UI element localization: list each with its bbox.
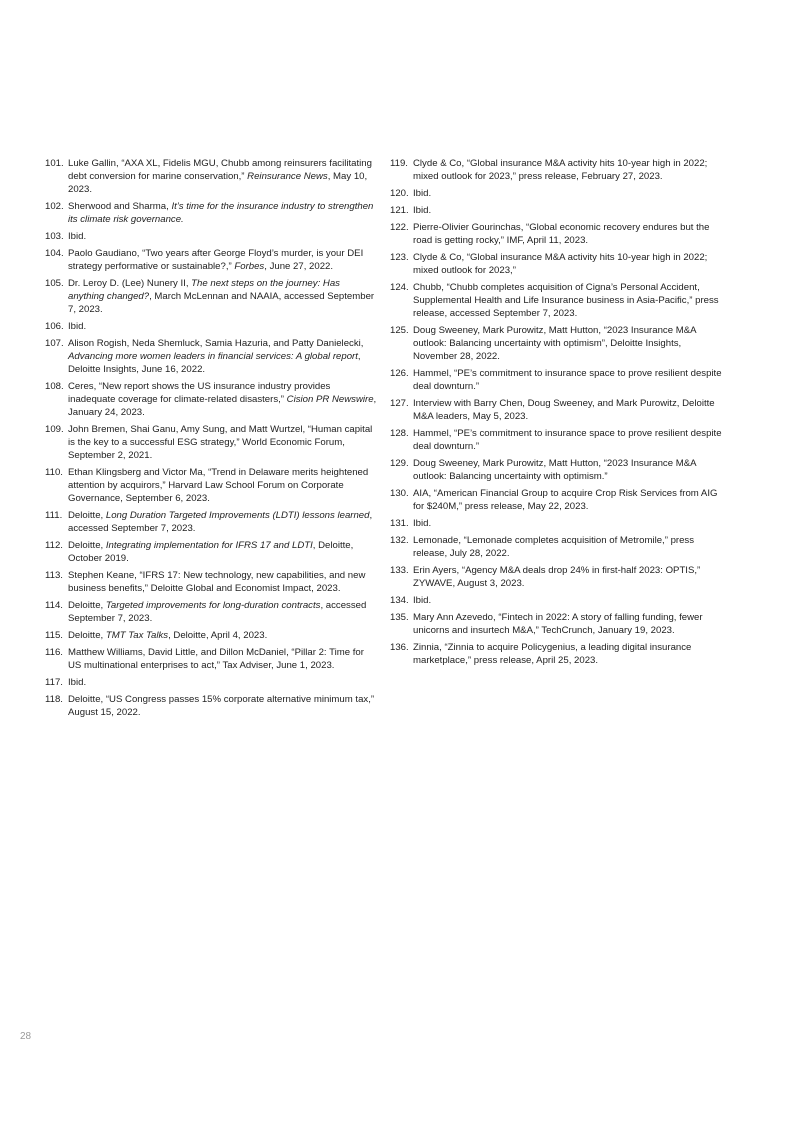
endnote-title-italic: Reinsurance News xyxy=(247,170,328,182)
endnote-text-run: , January 24, 2023. xyxy=(68,393,377,418)
endnote-number: 112. xyxy=(45,539,63,551)
endnote-text-run: , March McLennan and NAAIA, accessed September 7, 2023. xyxy=(68,290,375,315)
endnote-item xyxy=(45,510,378,536)
endnote-number: 132. xyxy=(390,535,409,547)
endnote-text-run: AIA, “American Financial Group to acquire Crop Risk Services from AIG for $240M,” press release, May 22, 2023. xyxy=(413,488,718,512)
endnote-text-run: , Deloitte Insights, June 16, 2022. xyxy=(68,350,361,375)
endnote-item xyxy=(45,278,378,317)
endnote-number: 107. xyxy=(45,338,64,349)
endnote-title-italic: Long Duration Targeted Improvements (LDTI) lessons learned xyxy=(105,509,370,521)
endnote-text-run: Doug Sweeney, Mark Purowitz, Matt Hutton, “2023 Insurance M&A outlook: Balancing uncertainty with optimism.” xyxy=(413,458,696,482)
endnote-text xyxy=(413,565,700,589)
endnote-text-run: Deloitte, xyxy=(68,629,106,641)
endnote-text-run: , Deloitte, October 2019. xyxy=(68,539,354,564)
endnote-text-run: Ethan Klingsberg and Victor Ma, “Trend in Delaware merits heightened attention by acquirors,” Harvard Law School Forum on Corporate Governance, September 6, 2023. xyxy=(68,466,369,504)
endnote-item xyxy=(45,381,378,420)
endnote-text-run: Ibid. xyxy=(413,518,432,529)
endnote-text xyxy=(68,424,372,461)
endnote-item xyxy=(45,248,378,274)
endnote-item xyxy=(390,535,724,561)
endnote-title-italic: The next steps on the journey: Has anything changed? xyxy=(68,278,340,302)
endnote-item xyxy=(390,612,724,638)
endnote-number: 110. xyxy=(45,466,63,478)
endnote-text-run: Erin Ayers, “Agency M&A deals drop 24% in first-half 2023: OPTIS,” ZYWAVE, August 3, 2023. xyxy=(413,565,701,589)
endnote-number: 134. xyxy=(390,595,409,607)
endnote-number: 122. xyxy=(390,222,409,234)
endnote-item xyxy=(390,282,724,321)
endnote-number: 108. xyxy=(45,380,64,392)
endnote-text-run: Ibid. xyxy=(68,230,87,242)
endnote-number: 128. xyxy=(390,428,409,439)
endnote-item xyxy=(390,642,724,668)
endnote-item xyxy=(45,231,378,244)
endnote-number: 105. xyxy=(45,278,64,289)
endnote-number: 135. xyxy=(390,612,409,624)
endnote-item xyxy=(45,338,378,377)
endnote-text xyxy=(413,518,431,529)
endnote-text xyxy=(68,677,86,688)
endnote-text-run: Doug Sweeney, Mark Purowitz, Matt Hutton, “2023 Insurance M&A outlook: Balancing uncertainty with optimism”, Deloitte Insights, November 28, 2022. xyxy=(413,325,696,362)
endnote-text-run: Stephen Keane, “IFRS 17: New technology, new capabilities, and new business benefits,” Deloitte Global and Economist Impact, 2023. xyxy=(68,569,366,594)
endnote-text-run: Hammel, “PE’s commitment to insurance space to prove resilient despite deal downturn.” xyxy=(413,368,722,392)
endnote-text-run: Deloitte, xyxy=(68,539,106,551)
endnote-number: 121. xyxy=(390,205,409,217)
endnote-title-italic: TMT Tax Talks xyxy=(105,629,169,641)
endnote-text-run: , Deloitte, April 4, 2023. xyxy=(168,629,268,641)
endnote-number: 125. xyxy=(390,325,409,337)
endnote-item xyxy=(45,600,378,626)
endnote-text-run: Deloitte, “US Congress passes 15% corporate alternative minimum tax,” August 15, 2022. xyxy=(68,693,375,718)
endnote-number: 102. xyxy=(45,200,64,212)
endnote-text xyxy=(413,368,722,392)
endnote-item xyxy=(390,595,724,608)
endnote-item xyxy=(45,647,378,673)
endnote-item xyxy=(45,694,378,720)
endnote-text xyxy=(413,205,431,216)
endnote-text-run: Sherwood and Sharma, xyxy=(68,200,172,212)
endnote-item xyxy=(45,630,378,643)
endnote-number: 119. xyxy=(390,158,408,169)
endnotes-right-column xyxy=(390,158,724,672)
endnote-item xyxy=(390,518,724,531)
endnote-text xyxy=(413,612,703,636)
endnote-number: 104. xyxy=(45,248,64,259)
endnote-number: 129. xyxy=(390,458,409,469)
endnote-text-run: Ibid. xyxy=(413,595,432,607)
endnote-text xyxy=(413,458,696,482)
endnote-number: 109. xyxy=(45,423,64,435)
endnote-text xyxy=(68,570,365,594)
endnote-text xyxy=(413,595,431,606)
endnote-text xyxy=(68,467,368,504)
endnote-text xyxy=(413,428,722,452)
endnote-number: 120. xyxy=(390,188,409,199)
endnote-title-italic: Forbes xyxy=(234,260,265,272)
endnote-text-run: Dr. Leroy D. (Lee) Nunery II, xyxy=(68,278,192,289)
endnote-item xyxy=(45,570,378,596)
endnote-text-run: Alison Rogish, Neda Shemluck, Samia Hazuria, and Patty Danielecki, xyxy=(68,338,364,349)
endnote-text xyxy=(68,694,374,718)
endnote-text-run: Deloitte, xyxy=(68,509,106,521)
endnote-number: 127. xyxy=(390,398,409,409)
endnote-text-run: Clyde & Co, “Global insurance M&A activity hits 10-year high in 2022; mixed outlook for 2023,” press release, February 27, 2023. xyxy=(413,158,708,182)
endnote-text-run: Paolo Gaudiano, “Two years after George Floyd’s murder, is your DEI strategy performative or sustainable?,” xyxy=(68,248,364,272)
endnote-text-run: , June 27, 2022. xyxy=(264,260,334,272)
endnote-number: 124. xyxy=(390,282,409,294)
endnote-title-italic: Advancing more women leaders in financial services: A global report xyxy=(68,350,358,362)
endnote-text xyxy=(413,222,709,246)
endnote-text-run: , accessed September 7, 2023. xyxy=(68,509,373,534)
endnote-text-run: Clyde & Co, “Global insurance M&A activity hits 10-year high in 2022; mixed outlook for 2023,” xyxy=(413,252,708,277)
endnote-text xyxy=(68,381,376,418)
endnote-text-run: Luke Gallin, “AXA XL, Fidelis MGU, Chubb among reinsurers facilitating debt conversion for marine conservation,” xyxy=(68,158,372,182)
endnote-number: 113. xyxy=(45,569,63,581)
endnote-number: 101. xyxy=(45,158,64,169)
endnote-text xyxy=(413,488,717,512)
endnote-text xyxy=(413,535,694,559)
endnote-item xyxy=(390,428,724,454)
endnote-item xyxy=(390,398,724,424)
endnote-text xyxy=(68,158,372,195)
endnote-number: 116. xyxy=(45,646,63,658)
endnote-text-run: Interview with Barry Chen, Doug Sweeney, and Mark Purowitz, Deloitte M&A leaders, May 5, 2023. xyxy=(413,398,715,422)
endnote-text xyxy=(68,278,374,315)
endnote-text xyxy=(68,231,86,242)
endnote-text xyxy=(413,158,707,182)
endnote-number: 136. xyxy=(390,642,409,654)
endnote-item xyxy=(390,368,724,394)
endnote-number: 115. xyxy=(45,629,63,641)
endnote-item xyxy=(45,677,378,690)
endnote-text-run: Ibid. xyxy=(68,676,87,688)
endnote-text xyxy=(68,321,86,332)
endnote-text-run: Zinnia, “Zinnia to acquire Policygenius, a leading digital insurance marketplace,” press release, April 25, 2023. xyxy=(413,642,692,667)
endnote-text xyxy=(413,282,719,319)
endnote-text xyxy=(413,642,691,666)
endnote-text xyxy=(413,188,431,199)
endnote-text-run: Ibid. xyxy=(413,188,432,199)
endnote-text xyxy=(413,398,715,422)
endnote-text-run: Deloitte, xyxy=(68,599,106,611)
endnote-text xyxy=(68,540,353,564)
endnote-number: 133. xyxy=(390,565,409,577)
endnote-item xyxy=(45,540,378,566)
endnote-text-run: Ibid. xyxy=(68,320,87,332)
endnote-number: 103. xyxy=(45,230,64,242)
endnote-number: 111. xyxy=(45,509,63,521)
endnote-item xyxy=(390,188,724,201)
endnote-item xyxy=(390,488,724,514)
endnote-text-run: Ceres, “New report shows the US insurance industry provides inadequate coverage for climate-related disasters,” xyxy=(68,380,331,405)
endnote-text xyxy=(68,630,267,641)
endnote-title-italic: Targeted improvements for long-duration contracts xyxy=(105,599,321,611)
endnote-number: 123. xyxy=(390,252,409,264)
endnote-item xyxy=(45,467,378,506)
endnote-text-run: John Bremen, Shai Ganu, Amy Sung, and Matt Wurtzel, “Human capital is the key to a successful ESG strategy,” World Economic Forum, September 2, 2021. xyxy=(68,423,373,461)
endnote-item xyxy=(390,252,724,278)
endnote-number: 131. xyxy=(390,518,409,529)
endnote-item xyxy=(390,205,724,218)
endnote-title-italic: Integrating implementation for IFRS 17 and LDTI xyxy=(105,539,313,551)
endnote-item xyxy=(390,565,724,591)
endnote-item xyxy=(45,321,378,334)
endnote-text xyxy=(68,201,373,225)
endnote-text-run: Ibid. xyxy=(413,205,432,217)
endnote-item xyxy=(45,424,378,463)
endnote-text-run: , May 10, 2023. xyxy=(68,170,368,195)
endnote-text-run: , accessed September 7, 2023. xyxy=(68,599,367,624)
endnote-text-run: Lemonade, “Lemonade completes acquisition of Metromile,” press release, July 28, 2022. xyxy=(413,535,695,559)
endnote-text xyxy=(68,338,363,375)
endnote-text-run: Mary Ann Azevedo, “Fintech in 2022: A story of falling funding, fewer unicorns and insurtech M&A,” TechCrunch, January 19, 2023. xyxy=(413,612,703,637)
page-number: 28 xyxy=(20,1031,32,1042)
endnote-title-italic: Cision PR Newswire xyxy=(286,393,374,405)
endnote-number: 130. xyxy=(390,488,409,499)
endnote-item xyxy=(45,158,378,197)
endnote-text-run: Matthew Williams, David Little, and Dillon McDaniel, “Pillar 2: Time for US multinational enterprises to act,” Tax Adviser, June 1, 2023. xyxy=(68,646,364,671)
endnote-number: 117. xyxy=(45,676,63,688)
endnotes-left-column xyxy=(45,158,378,724)
endnote-text-run: Chubb, “Chubb completes acquisition of Cigna’s Personal Accident, Supplemental Health and Life Insurance business in Asia-Pacific,” press release, accessed September 7, 2023. xyxy=(413,282,719,319)
endnote-number: 106. xyxy=(45,320,64,332)
endnote-item xyxy=(390,158,724,184)
endnote-text xyxy=(68,248,363,272)
endnote-text xyxy=(68,647,364,671)
endnote-number: 126. xyxy=(390,368,409,379)
endnote-item xyxy=(390,458,724,484)
endnote-number: 114. xyxy=(45,599,63,611)
endnote-title-italic: It’s time for the insurance industry to strengthen its climate risk governance. xyxy=(68,200,374,225)
endnote-text xyxy=(413,325,696,362)
endnote-text xyxy=(68,600,366,624)
endnote-text-run: Hammel, “PE’s commitment to insurance space to prove resilient despite deal downturn.” xyxy=(413,428,722,452)
endnote-item xyxy=(45,201,378,227)
endnote-text xyxy=(68,510,372,534)
endnote-number: 118. xyxy=(45,693,63,705)
endnote-item xyxy=(390,222,724,248)
endnote-item xyxy=(390,325,724,364)
endnote-text xyxy=(413,252,707,276)
endnote-text-run: Pierre-Olivier Gourinchas, “Global economic recovery endures but the road is getting rocky,” IMF, April 11, 2023. xyxy=(413,222,710,247)
